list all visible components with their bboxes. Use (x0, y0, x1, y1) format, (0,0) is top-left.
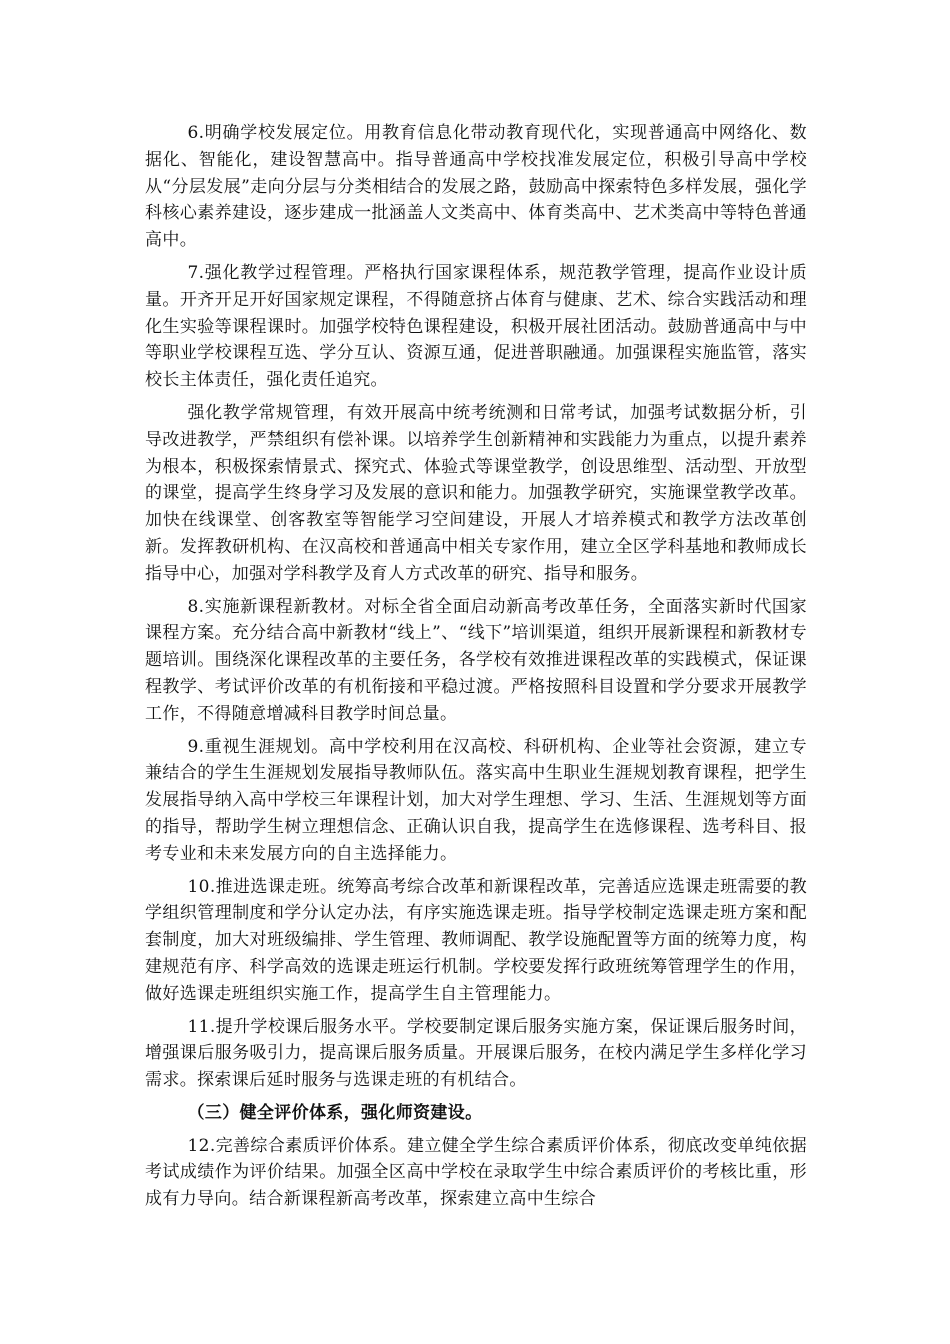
paragraph-12-evaluation-system: 12.完善综合素质评价体系。建立健全学生综合素质评价体系，彻底改变单纯依据考试成绩作为评价结果。加强全区高中学校在录取学生中综合素质评价的考核比重，形成有力导向。结合新课程新高考改革，探索建立高中生综合 (145, 1135, 807, 1210)
paragraph-10-course-selection: 10.推进选课走班。统筹高考综合改革和新课程改革，完善适应选课走班需要的教学组织管理制度和学分认定办法，有序实施选课走班。指导学校制定选课走班方案和配套制度，加大对班级编排、学生管理、教师调配、教学设施配置等方面的统筹力度，构建规范有序、科学高效的选课走班运行机制。学校要发挥行政班统筹管理学生的作用，做好选课走班组织实施工作，提高学生自主管理能力。 (145, 876, 807, 1004)
section-heading-evaluation: （三）健全评价体系，强化师资建设。 (187, 1102, 483, 1123)
paragraph-11-after-school-service: 11.提升学校课后服务水平。学校要制定课后服务实施方案，保证课后服务时间，增强课后服务吸引力，提高课后服务质量。开展课后服务，在校内满足学生多样化学习需求。探索课后延时服务与选课走班的有机结合。 (145, 1016, 807, 1091)
document-page (145, 120, 807, 1219)
paragraph-8-new-curriculum: 8.实施新课程新教材。对标全省全面启动新高考改革任务，全面落实新时代国家课程方案。充分结合高中新教材“线上”、“线下”培训渠道，组织开展新课程和新教材专题培训。围绕深化课程改革的主要任务，各学校有效推进课程改革的实践模式，保证课程教学、考试评价改革的有机衔接和平稳过渡。严格按照科目设置和学分要求开展教学工作，不得随意增减科目教学时间总量。 (145, 596, 807, 724)
paragraph-7-teaching-management: 7.强化教学过程管理。严格执行国家课程体系，规范教学管理，提高作业设计质量。开齐开足开好国家规定课程，不得随意挤占体育与健康、艺术、综合实践活动和理化生实验等课程课时。加强学校特色课程建设，积极开展社团活动。鼓励普通高中与中等职业学校课程互选、学分互认、资源互通，促进普职融通。加强课程实施监管，落实校长主体责任，强化责任追究。 (145, 262, 807, 391)
paragraph-teaching-routine: 强化教学常规管理，有效开展高中统考统测和日常考试，加强考试数据分析，引导改进教学，严禁组织有偿补课。以培养学生创新精神和实践能力为重点，以提升素养为根本，积极探索情景式、探究式、体验式等课堂教学，创设思维型、活动型、开放型的课堂，提高学生终身学习及发展的意识和能力。加强教学研究，实施课堂教学改革。加快在线课堂、创客教室等智能学习空间建设，开展人才培养模式和教学方法改革创新。发挥教研机构、在汉高校和普通高中相关专家作用，建立全区学科基地和教师成长指导中心，加强对学科教学及育人方式改革的研究、指导和服务。 (145, 402, 807, 584)
paragraph-6-school-positioning: 6.明确学校发展定位。用教育信息化带动教育现代化，实现普通高中网络化、数据化、智能化，建设智慧高中。指导普通高中学校找准发展定位，积极引导高中学校从“分层发展”走向分层与分类相结合的发展之路，鼓励高中探索特色多样发展，强化学科核心素养建设，逐步建成一批涵盖人文类高中、体育类高中、艺术类高中等特色普通高中。 (145, 123, 807, 251)
paragraph-9-career-planning: 9.重视生涯规划。高中学校利用在汉高校、科研机构、企业等社会资源，建立专兼结合的学生生涯规划发展指导教师队伍。落实高中生职业生涯规划教育课程，把学生发展指导纳入高中学校三年课程计划，加大对学生理想、学习、生活、生涯规划等方面的指导，帮助学生树立理想信念、正确认识自我，提高学生在选修课程、选考科目、报考专业和未来发展方向的自主选择能力。 (145, 736, 807, 864)
